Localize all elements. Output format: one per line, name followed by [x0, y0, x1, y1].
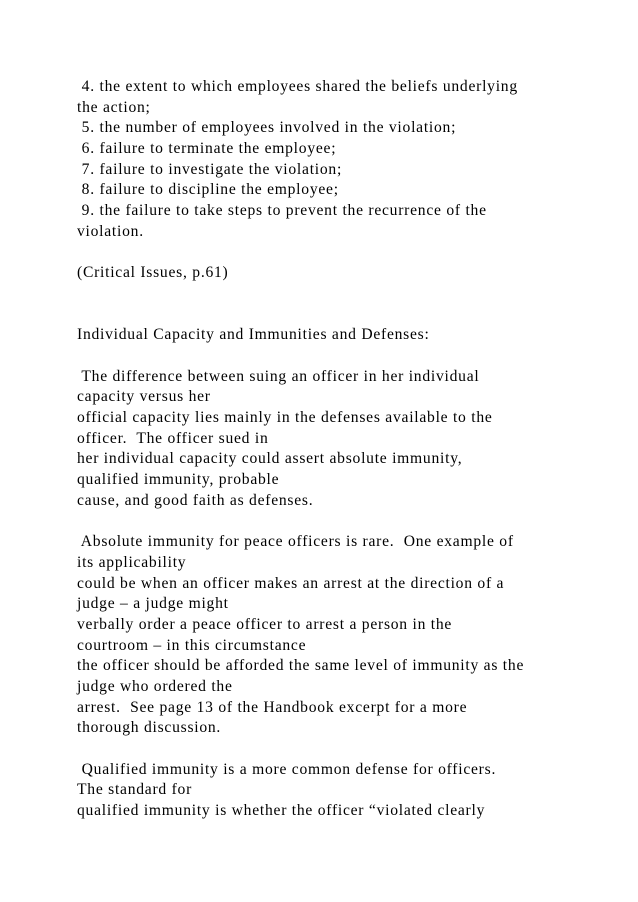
text-line: violation.: [77, 222, 144, 240]
document-body: [77, 77, 597, 822]
text-line: The standard for: [77, 781, 193, 799]
text-line: qualified immunity is whether the officer “violated clearly: [77, 802, 486, 820]
text-line: judge – a judge might: [77, 595, 229, 613]
blank-line: [77, 243, 597, 264]
blank-line: [77, 284, 597, 305]
text-line: judge who ordered the: [77, 677, 233, 695]
text-line: her individual capacity could assert absolute immunity,: [77, 450, 463, 468]
text-line: capacity versus her: [77, 388, 211, 406]
text-line: thorough discussion.: [77, 719, 222, 737]
blank-line: [77, 346, 597, 367]
text-line: qualified immunity, probable: [77, 471, 280, 489]
text-line: The difference between suing an officer in her individual: [77, 367, 480, 385]
text-line: the officer should be afforded the same level of immunity as the: [77, 657, 525, 675]
text-line: Individual Capacity and Immunities and Defenses:: [77, 326, 430, 344]
blank-line: [77, 511, 597, 532]
text-line: courtroom – in this circumstance: [77, 636, 307, 654]
text-line: officer. The officer sued in: [77, 429, 269, 447]
text-line: 4. the extent to which employees shared the beliefs underlying: [77, 78, 518, 95]
text-line: verbally order a peace officer to arrest a person in the: [77, 615, 453, 633]
text-line: 9. the failure to take steps to prevent the recurrence of the: [77, 202, 487, 220]
text-line: 8. failure to discipline the employee;: [77, 181, 339, 199]
text-line: (Critical Issues, p.61): [77, 264, 229, 282]
text-line: Qualified immunity is a more common defense for officers.: [77, 760, 497, 778]
text-line: the action;: [77, 98, 151, 116]
text-line: 7. failure to investigate the violation;: [77, 160, 343, 178]
text-line: its applicability: [77, 553, 187, 571]
blank-line: [77, 305, 597, 326]
text-line: could be when an officer makes an arrest at the direction of a: [77, 574, 505, 592]
blank-line: [77, 739, 597, 760]
text-line: 6. failure to terminate the employee;: [77, 140, 337, 158]
text-line: 5. the number of employees involved in the violation;: [77, 119, 457, 137]
text-line: cause, and good faith as defenses.: [77, 491, 314, 509]
text-line: Absolute immunity for peace officers is rare. One example of: [77, 533, 514, 551]
text-line: official capacity lies mainly in the defenses available to the: [77, 409, 493, 426]
text-line: arrest. See page 13 of the Handbook excerpt for a more: [77, 698, 468, 716]
